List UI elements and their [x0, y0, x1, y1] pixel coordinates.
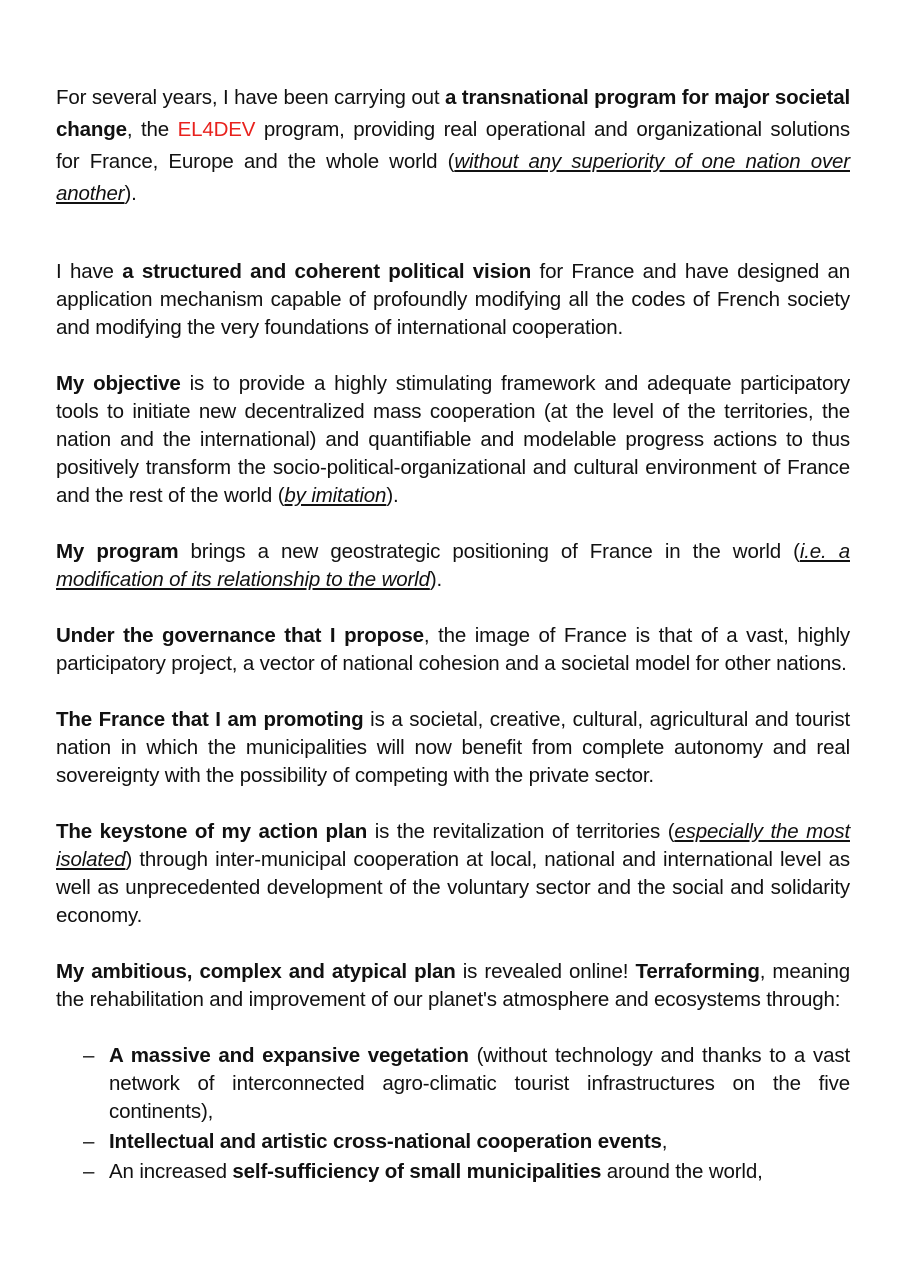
list-item: – A massive and expansive vegetation (without technology and thanks to a vast network of interconnected agro-climatic tourist infrastructures on the five continents),: [83, 1044, 850, 1123]
vision-bold: a structured and coherent political vision: [122, 260, 532, 283]
dash-bullet: –: [83, 1044, 95, 1067]
promoting-paragraph: The France that I am promoting is a societal, creative, cultural, agricultural and tourist nation in which the municipalities will now benefit from complete autonomy and real sovereignty with the possibility of competing with the private sector.: [56, 708, 850, 787]
el4dev-highlight: EL4DEV: [177, 118, 256, 141]
document-page: [56, 82, 850, 1188]
dash-bullet: –: [83, 1130, 95, 1153]
terraforming-list: [56, 1042, 850, 1186]
governance-paragraph: Under the governance that I propose, the image of France is that of a vast, highly participatory project, a vector of national cohesion and a societal model for other nations.: [56, 624, 851, 675]
ambitious-paragraph: My ambitious, complex and atypical plan is revealed online! Terraforming, meaning the rehabilitation and improvement of our planet's atmosphere and ecosystems through:: [56, 960, 850, 1011]
ambitious-bold: My ambitious, complex and atypical plan: [56, 960, 456, 983]
keystone-bold: The keystone of my action plan: [56, 820, 368, 843]
list-item: – An increased self-sufficiency of small municipalities around the world,: [56, 1158, 850, 1186]
intro-paragraph: For several years, I have been carrying out a transnational program for major societal change, the EL4DEV program, providing real operational and organizational solutions for France, Europe and the whole world (without any superiority of one nation over another).: [56, 86, 850, 205]
program-bold: My program: [56, 540, 179, 563]
governance-bold: Under the governance that I propose: [56, 624, 424, 647]
objective-underline: by imitation: [284, 484, 387, 507]
dash-bullet: –: [83, 1160, 95, 1183]
keystone-paragraph: The keystone of my action plan is the revitalization of territories (especially the most isolated) through inter-municipal cooperation at local, national and international level as well as unprecedented development of the voluntary sector and the social and solidarity economy.: [56, 820, 850, 927]
objective-bold: My objective: [56, 372, 181, 395]
program-underline: i.e. a modification of its relationship to the world: [56, 540, 850, 591]
intro-bold: a transnational program for major societal change: [56, 86, 850, 141]
terraforming-bold: Terraforming: [635, 960, 760, 983]
program-paragraph: My program brings a new geostrategic positioning of France in the world (i.e. a modification of its relationship to the world).: [56, 540, 850, 591]
keystone-underline: especially the most isolated: [56, 820, 850, 871]
objective-paragraph: My objective is to provide a highly stimulating framework and adequate participatory tools to initiate new decentralized mass cooperation (at the level of the territories, the nation and the international) and quantifiable and modelable progress actions to thus positively transform the socio-political-organizational and cultural environment of France and the rest of the world (by imitation).: [56, 372, 850, 507]
promoting-bold: The France that I am promoting: [56, 708, 364, 731]
list-item: – Intellectual and artistic cross-national cooperation events,: [56, 1128, 850, 1156]
vision-paragraph: I have a structured and coherent political vision for France and have designed an application mechanism capable of profoundly modifying all the codes of French society and modifying the very foundations of international cooperation.: [56, 260, 850, 339]
intro-underline: without any superiority of one nation over another: [56, 150, 850, 205]
